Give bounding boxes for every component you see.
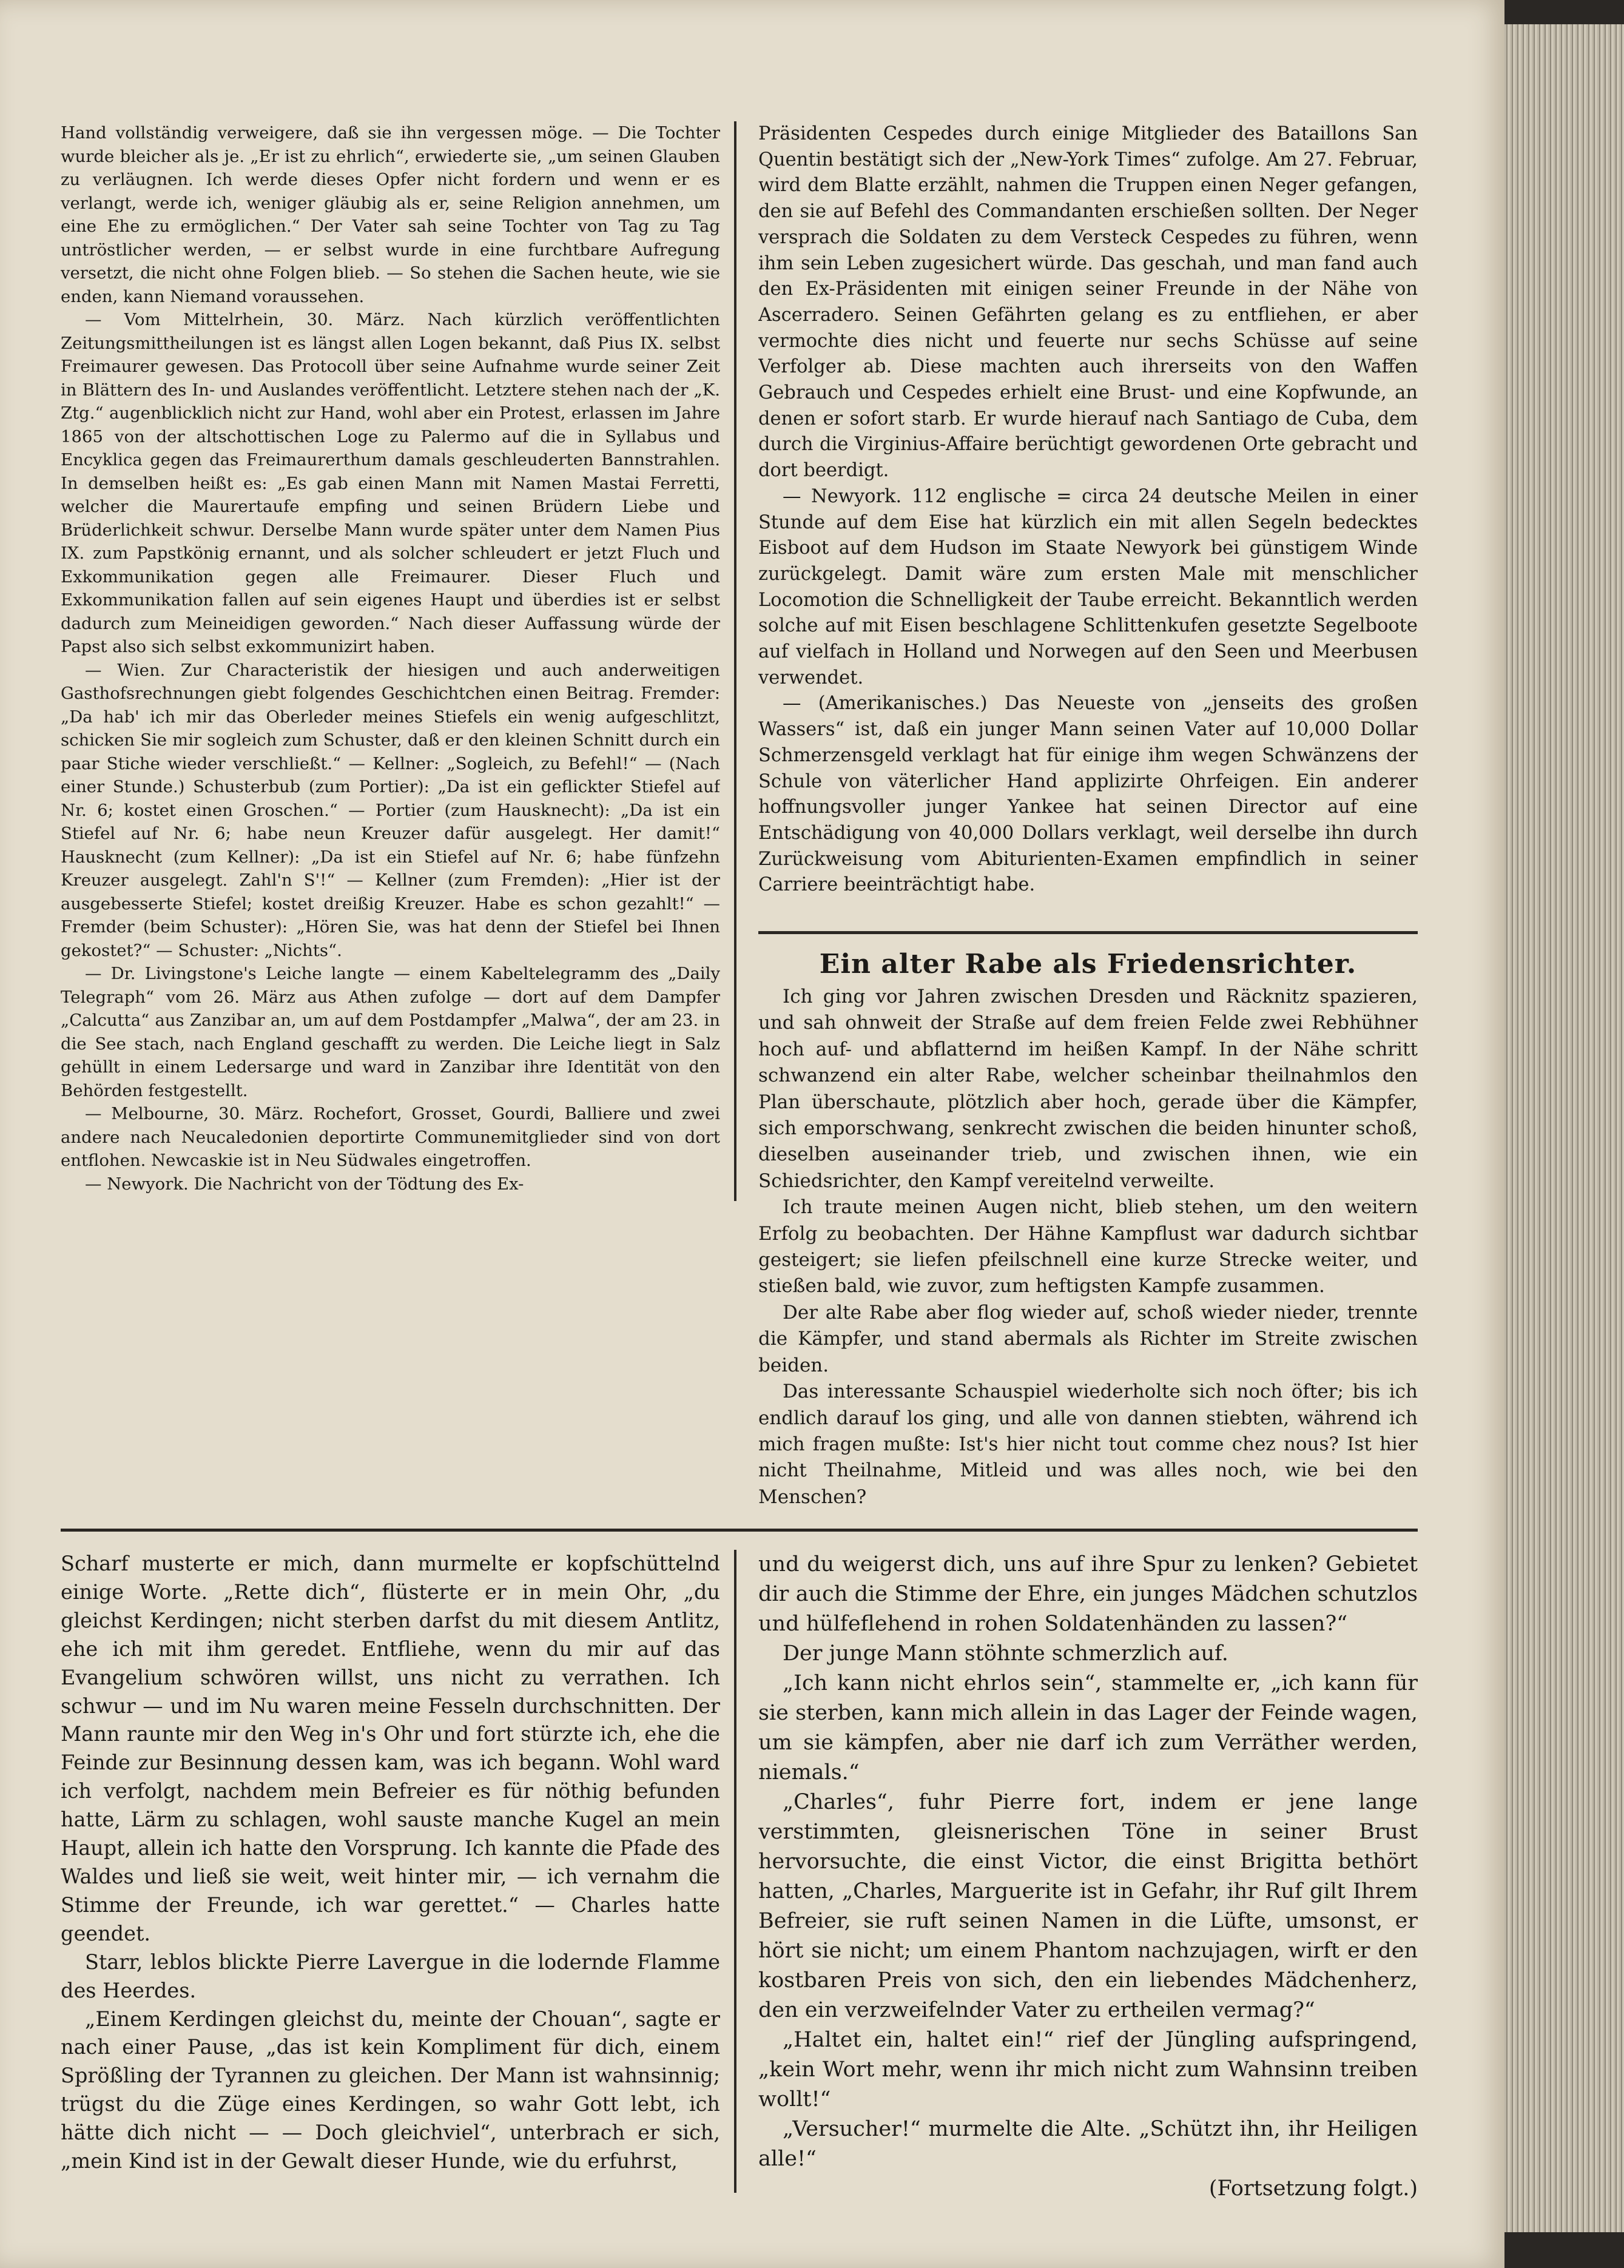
upper-right-paragraph: — Newyork. 112 englische = circa 24 deutsche Meilen in einer Stunde auf dem Eise hat kürzlich ein mit allen Segeln bedecktes Eisboot auf dem Hudson im Staate Newyork bei günstigem Winde zurückgelegt. Damit wäre zum ersten Male mit menschlicher Locomotion die Schnelligkeit der Taube erreicht. Bekanntlich werden solche auf mit Eisen beschlagene Schlittenkufen gesetzte Segelboote auf vielfach in Holland und Norwegen auf den Seen und Meerbusen verwendet.: [758, 485, 1418, 688]
continuation-note: (Fortsetzung folgt.): [1208, 2176, 1418, 2201]
column-divider-upper: [734, 121, 736, 1201]
upper-left-paragraph: — Dr. Livingstone's Leiche langte — einem Kabeltelegramm des „Daily Telegraph“ vom 26. März aus Athen zufolge — dort auf dem Dampfer „Calcutta“ aus Zanzibar an, um auf dem Postdampfer „Malwa“, der am 23. in die See stach, nach England geschafft zu werden. Die Leiche liegt in Salz gehüllt in einem Ledersarge und ward in Zanzibar ihre Identität von den Behörden festgestellt.: [61, 964, 720, 1100]
column-lower-left: [61, 1550, 720, 2205]
lower-right-paragraph: Der junge Mann stöhnte schmerzlich auf.: [783, 1641, 1228, 1666]
column-upper-right: [758, 121, 1418, 910]
article-title: Ein alter Rabe als Friedensrichter.: [819, 949, 1357, 980]
upper-left-paragraph: — Newyork. Die Nachricht von der Tödtung des Ex-: [85, 1174, 524, 1194]
lower-left-paragraph: Scharf musterte er mich, dann murmelte er kopfschüttelnd einige Worte. „Rette dich“, flüsterte er in mein Ohr, „du gleichst Kerdingen; nicht sterben darfst du mit diesem Antlitz, ehe ich mit ihm geredet. Entfliehe, wenn du mir auf das Evangelium schwören willst, uns nicht zu verrathen. Ich schwur — und im Nu waren meine Fesseln durchschnitten. Der Mann raunte mir den Weg in's Ohr und fort stürzte ich, ehe die Feinde zur Besinnung dessen kam, was ich begann. Wohl ward ich verfolgt, nachdem mein Befreier es für nöthig befunden hatte, Lärm zu schlagen, wohl sauste manche Kugel an mein Haupt, allein ich hatte den Vorsprung. Ich kannte die Pfade des Waldes und ließ sie weit, weit hinter mir, — ich vernahm die Stimme der Freunde, ich war gerettet.“ — Charles hatte geendet.: [61, 1552, 720, 1945]
upper-left-paragraph: — Melbourne, 30. März. Rochefort, Grosset, Gourdi, Balliere und zwei andere nach Neucaledonien deportirte Communemitglieder sind von dort entflohen. Newcaskie ist in Neu Südwales eingetroffen.: [61, 1104, 720, 1170]
section-divider-rule: [61, 1529, 1418, 1532]
article-paragraph: Ich traute meinen Augen nicht, blieb stehen, um den weitern Erfolg zu beobachten. Der Hähne Kampflust war dadurch sichtbar gesteigert; sie liefen pfeilschnell eine kurze Strecke weiter, und stießen bald, wie zuvor, zum heftigsten Kampfe zusammen.: [758, 1196, 1418, 1297]
column-divider-lower: [734, 1550, 736, 2193]
article-paragraph: Ich ging vor Jahren zwischen Dresden und Räcknitz spazieren, und sah ohnweit der Straße auf dem freien Felde zwei Rebhühner hoch auf- und abflatternd im heißen Kampf. In der Nähe schritt schwanzend ein alter Rabe, welcher scheinbar theilnahmlos den Plan überschaute, plötzlich aber hoch, gerade über die Kämpfer, sich emporschwang, senkrecht zwischen die beiden hinunter schoß, dieselben auseinander trieb, und zwischen ihnen, wie ein Schiedsrichter, den Kampf vereitelnd verweilte.: [758, 986, 1418, 1192]
column-upper-left: [61, 121, 720, 1213]
lower-left-paragraph: Starr, leblos blickte Pierre Lavergue in die lodernde Flamme des Heerdes.: [61, 1950, 720, 2002]
lower-right-paragraph: „Charles“, fuhr Pierre fort, indem er jene lange verstimmten, gleisnerischen Töne in seiner Brust hervorsuchte, die einst Victor, die einst Brigitta bethört hatten, „Charles, Marguerite ist in Gefahr, ihr Ruf gilt Ihrem Befreier, sie ruft seinen Namen in die Lüfte, umsonst, er hört sie nicht; um einem Phantom nachzujagen, wirft er den kostbaren Preis von sich, den ein liebendes Mädchenherz, den ein verzweifelnder Vater zu ertheilen vermag?“: [758, 1790, 1418, 2022]
lower-right-paragraph: „Ich kann nicht ehrlos sein“, stammelte er, „ich kann für sie sterben, kann mich allein in das Lager der Feinde wagen, um sie kämpfen, aber nie darf ich zum Verräther werden, niemals.“: [758, 1671, 1418, 1785]
article-paragraph: Das interessante Schauspiel wiederholte sich noch öfter; bis ich endlich darauf los ging, und alle von dannen stiebten, während ich mich fragen mußte: Ist's hier nicht tout comme chez nous? Ist hier nicht Theilnahme, Mitleid und was alles noch, wie bei den Menschen?: [758, 1381, 1418, 1508]
upper-right-paragraph: — (Amerikanisches.) Das Neueste von „jenseits des großen Wassers“ ist, daß ein junger Mann seinen Vater auf 10,000 Dollar Schmerzensgeld verklagt hat für einige ihm wegen Schwänzens der Schule von väterlicher Hand applizirte Ohrfeigen. Ein anderer hoffnungsvoller junger Yankee hat seinen Director auf eine Entschädigung von 40,000 Dollars verklagt, weil derselbe ihn durch Zurückweisung vom Abiturienten-Examen empfindlich in seiner Carriere beeinträchtigt habe.: [758, 693, 1418, 896]
column-lower-right: [758, 1550, 1418, 2205]
article-paragraph: Der alte Rabe aber flog wieder auf, schoß wieder nieder, trennte die Kämpfer, und stand abermals als Richter im Streite zwischen beiden.: [758, 1301, 1418, 1376]
lower-right-paragraph: „Haltet ein, haltet ein!“ rief der Jüngling aufspringend, „kein Wort mehr, wenn ihr mich nicht zum Wahnsinn treiben wollt!“: [758, 2028, 1418, 2112]
upper-left-paragraph: — Wien. Zur Characteristik der hiesigen und auch anderweitigen Gasthofsrechnungen giebt folgendes Geschichtchen einen Beitrag. Fremder: „Da hab' ich mir das Oberleder meines Stiefels ein wenig aufgeschlitzt, schicken Sie mir sogleich zum Schuster, daß er den kleinen Schnitt durch ein paar Stiche wieder verschließt.“ — Kellner: „Sogleich, zu Befehl!“ — (Nach einer Stunde.) Schusterbub (zum Portier): „Da ist ein geflickter Stiefel auf Nr. 6; kostet einen Groschen.“ — Portier (zum Hausknecht): „Da ist ein Stiefel auf Nr. 6; habe neun Kreuzer dafür ausgelegt. Her damit!“ Hausknecht (zum Kellner): „Da ist ein Stiefel auf Nr. 6; habe fünfzehn Kreuzer ausgelegt. Zahl'n S'!“ — Kellner (zum Fremden): „Hier ist der ausgebesserte Stiefel; kostet dreißig Kreuzer. Habe es schon gezahlt!“ — Fremder (beim Schuster): „Hören Sie, was hat denn der Stiefel bei Ihnen gekostet?“ — Schuster: „Nichts“.: [61, 660, 720, 960]
book-page-edges: [1504, 24, 1624, 2232]
lower-right-paragraph: und du weigerst dich, uns auf ihre Spur zu lenken? Gebietet dir auch die Stimme der Ehre, ein junges Mädchen schutzlos und hülfeflehend in rohen Soldatenhänden zu lassen?“: [758, 1552, 1418, 1636]
article-raven: [758, 946, 1418, 1510]
upper-right-paragraph: Präsidenten Cespedes durch einige Mitglieder des Bataillons San Quentin bestätigt sich der „New-York Times“ zufolge. Am 27. Februar, wird dem Blatte erzählt, nahmen die Truppen einen Neger gefangen, den sie auf Befehl des Commandanten erschießen sollten. Der Neger versprach die Soldaten zu dem Versteck Cespedes zu führen, wenn ihm sein Leben zugesichert würde. Das geschah, und man fand auch den Ex-Präsidenten mit einigen seiner Freunde in der Nähe von Ascerradero. Seinen Gefährten gelang es zu entfliehen, er aber vermochte dies nicht und feuerte nur sechs Schüsse auf seine Verfolger ab. Diese machten auch ihrerseits von den Waffen Gebrauch und Cespedes erhielt eine Brust- und eine Kopfwunde, an denen er sofort starb. Er wurde hierauf nach Santiago de Cuba, dem durch die Virginius-Affaire berüchtigt gewordenen Orte gebracht und dort beerdigt.: [758, 123, 1418, 482]
article-separator-rule: [758, 931, 1418, 934]
lower-right-paragraph: „Versucher!“ murmelte die Alte. „Schützt ihn, ihr Heiligen alle!“: [758, 2117, 1418, 2171]
upper-left-paragraph: — Vom Mittelrhein, 30. März. Nach kürzlich veröffentlichten Zeitungsmittheilungen ist es längst allen Logen bekannt, daß Pius IX. selbst Freimaurer gewesen. Das Protocoll über seine Aufnahme wurde seiner Zeit in Blättern des In- und Auslandes veröffentlicht. Letztere stehen nach der „K. Ztg.“ augenblicklich nicht zur Hand, wohl aber ein Protest, erlassen im Jahre 1865 von der altschottischen Loge zu Palermo auf die in Syllabus und Encyklica gegen das Freimaurerthum damals geschleuderten Bannstrahlen. In demselben heißt es: „Es gab einen Mann mit Namen Mastai Ferretti, welcher die Maurertaufe empfing und seinen Brüdern Liebe und Brüderlichkeit schwur. Derselbe Mann wurde später unter dem Namen Pius IX. zum Papstkönig ernannt, und als solcher schleudert er jetzt Fluch und Exkommunikation gegen alle Freimaurer. Dieser Fluch und Exkommunikation fallen auf sein eigenes Haupt und überdies ist er selbst dadurch zum Meineidigen geworden.“ Nach dieser Auffassung würde der Papst also sich selbst exkommunizirt haben.: [61, 310, 720, 656]
lower-left-paragraph: „Einem Kerdingen gleichst du, meinte der Chouan“, sagte er nach einer Pause, „das ist kein Kompliment für dich, einem Sprößling der Tyrannen zu gleichen. Der Mann ist wahnsinnig; trügst du die Züge eines Kerdingen, so wahr Gott lebt, ich hätte dich nicht — — Doch gleichviel“, unterbrach er sich, „mein Kind ist in der Gewalt dieser Hunde, wie du erfuhrst,: [61, 2007, 720, 2173]
upper-left-paragraph: Hand vollständig verweigere, daß sie ihn vergessen möge. — Die Tochter wurde bleicher als je. „Er ist zu ehrlich“, erwiederte sie, „um seinen Glauben zu verläugnen. Ich werde dieses Opfer nicht fordern und wenn er es verlangt, werde ich, weniger gläubig als er, seine Religion annehmen, um eine Ehe zu ermöglichen.“ Der Vater sah seine Tochter von Tag zu Tag untröstlicher werden, — er selbst wurde in eine furchtbare Aufregung versetzt, die nicht ohne Folgen blieb. — So stehen die Sachen heute, wie sie enden, kann Niemand voraussehen.: [61, 123, 720, 306]
